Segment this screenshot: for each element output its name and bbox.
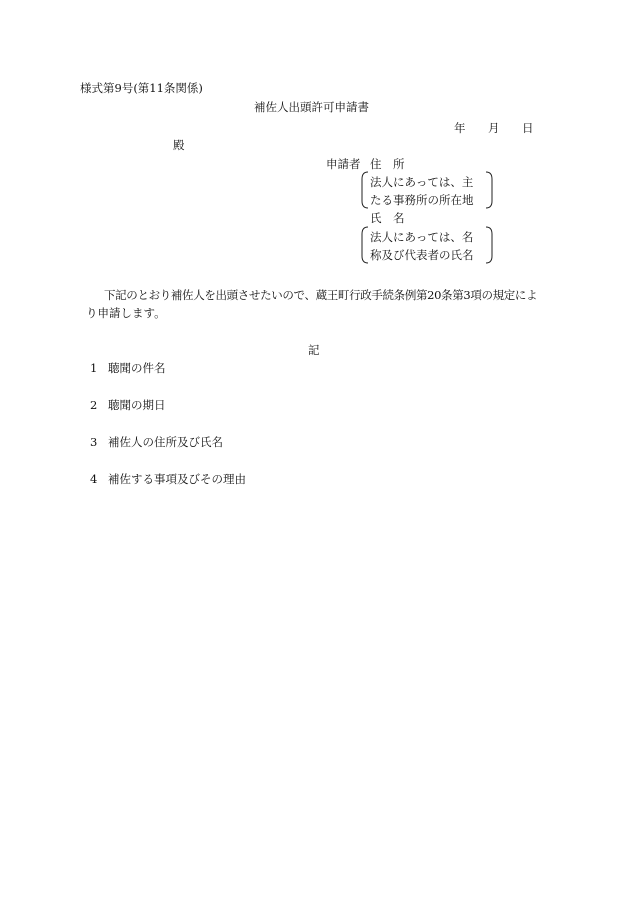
date-year: 年 [454, 121, 466, 135]
address-note-line2: たる事務所の所在地 [370, 193, 474, 207]
date-month: 月 [488, 121, 500, 135]
addressee-suffix: 殿 [173, 138, 185, 152]
address-note-line1: 法人にあっては、主 [370, 175, 474, 189]
item-3-number: 3 [90, 435, 98, 449]
item-1-text: 聴聞の件名 [108, 361, 166, 375]
name-label: 氏 名 [370, 211, 405, 225]
item-3-text: 補佐人の住所及び氏名 [108, 435, 223, 449]
document-title: 補佐人出頭許可申請書 [254, 100, 369, 114]
item-2-number: 2 [90, 398, 98, 412]
date-day: 日 [522, 121, 534, 135]
form-number: 様式第9号(第11条関係) [80, 81, 203, 95]
item-4-number: 4 [90, 472, 98, 486]
item-1-number: 1 [90, 361, 98, 375]
name-note-line2: 称及び代表者の氏名 [370, 248, 474, 262]
item-4-text: 補佐する事項及びその理由 [108, 472, 246, 486]
body-text-line1: 下記のとおり補佐人を出頭させたいので、蔵王町行政手続条例第20条第3項の規定によ [104, 288, 538, 302]
body-text-line2: り申請します。 [86, 306, 166, 320]
applicant-label: 申請者 [326, 157, 361, 171]
address-label: 住 所 [370, 157, 405, 171]
item-2-text: 聴聞の期日 [108, 398, 166, 412]
name-note-line1: 法人にあっては、名 [370, 230, 474, 244]
record-heading: 記 [308, 343, 320, 357]
